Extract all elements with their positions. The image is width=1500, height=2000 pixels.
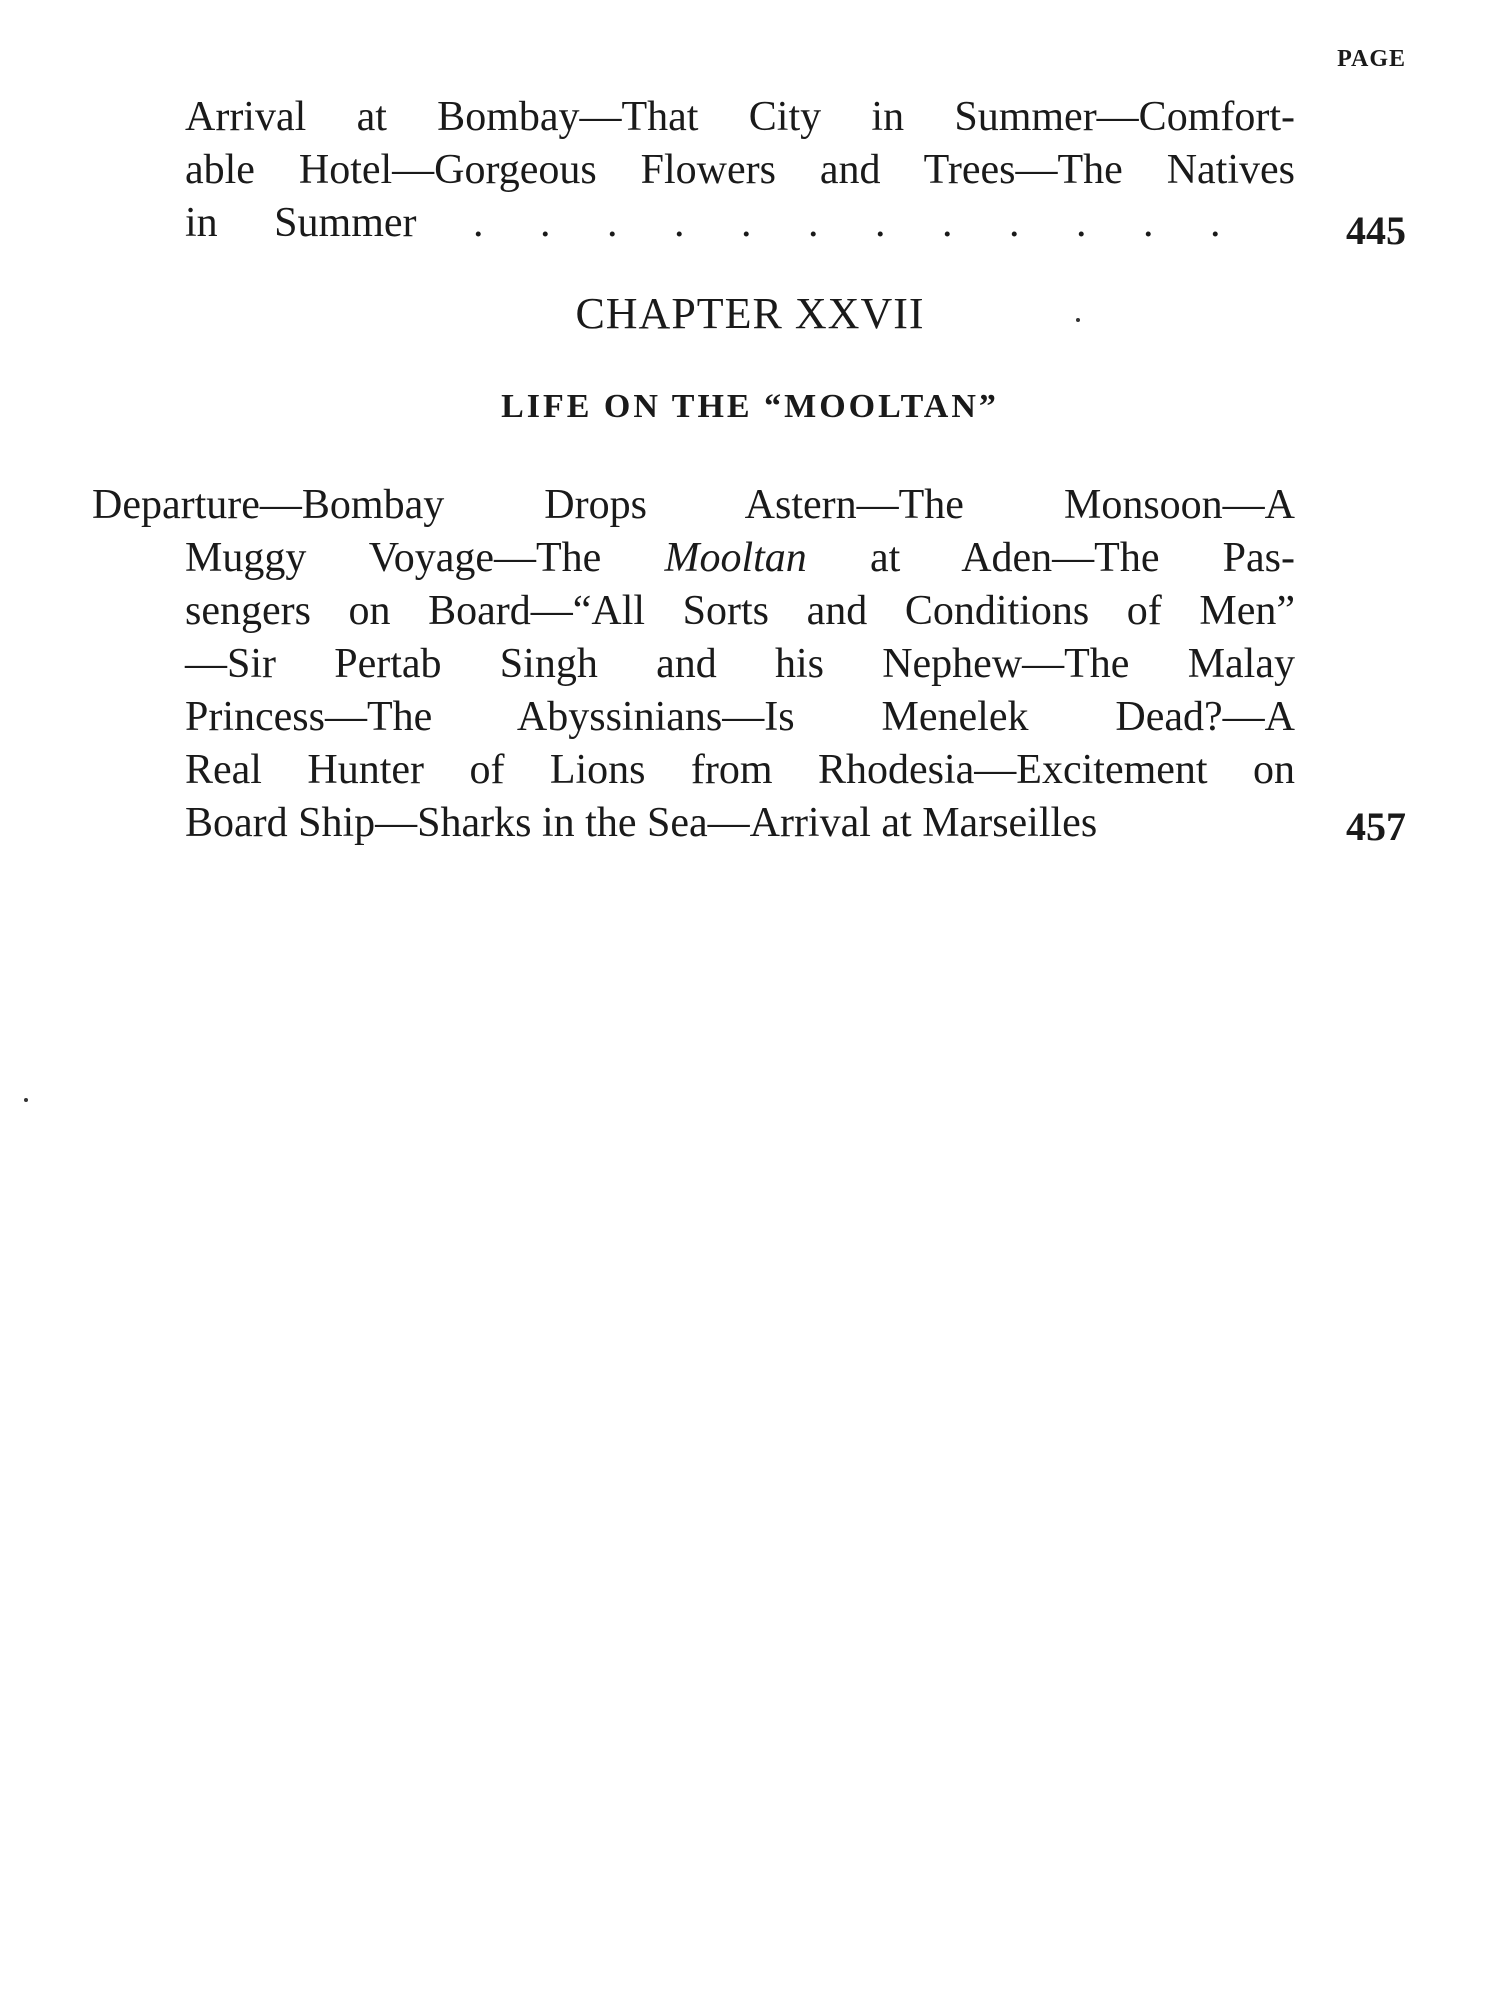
toc-page-number: 457: [1346, 804, 1406, 849]
toc-line-fragment: Muggy Voyage—The: [185, 535, 665, 581]
toc-entry-line: Princess—The Abyssinians—Is Menelek Dead?—A: [185, 694, 1295, 740]
toc-entry-text: [185, 91, 1295, 250]
page-column-label: PAGE: [1337, 46, 1406, 72]
toc-entry-line: —Sir Pertab Singh and his Nephew—The Malay: [185, 641, 1295, 687]
chapter-heading: CHAPTER XXVII: [575, 289, 925, 338]
toc-entry-line: in Summer . . . . . . . . . . . .: [185, 200, 1221, 246]
toc-entry-line: Real Hunter of Lions from Rhodesia—Excitement on: [185, 747, 1295, 793]
print-speck: [1076, 318, 1080, 322]
toc-entry-line: Arrival at Bombay—That City in Summer—Comfort-: [185, 94, 1295, 140]
toc-entry-line: sengers on Board—“All Sorts and Conditions of Men”: [185, 588, 1295, 634]
toc-line-fragment: at Aden—The Pas-: [806, 535, 1295, 581]
toc-entry-text: [185, 532, 1295, 850]
toc-entry-text: [92, 479, 1295, 532]
print-speck: [24, 1098, 28, 1102]
toc-entry-line: Departure—Bombay Drops Astern—The Monsoon—A: [92, 482, 1295, 528]
toc-entry-line: [185, 532, 1295, 585]
toc-entry-line: Board Ship—Sharks in the Sea—Arrival at Marseilles: [185, 800, 1098, 846]
ship-name-italic: Mooltan: [664, 535, 807, 581]
chapter-subtitle: LIFE ON THE “MOOLTAN”: [501, 388, 999, 425]
toc-entry-line: able Hotel—Gorgeous Flowers and Trees—The Natives: [185, 147, 1295, 193]
toc-page-number: 445: [1346, 208, 1406, 253]
